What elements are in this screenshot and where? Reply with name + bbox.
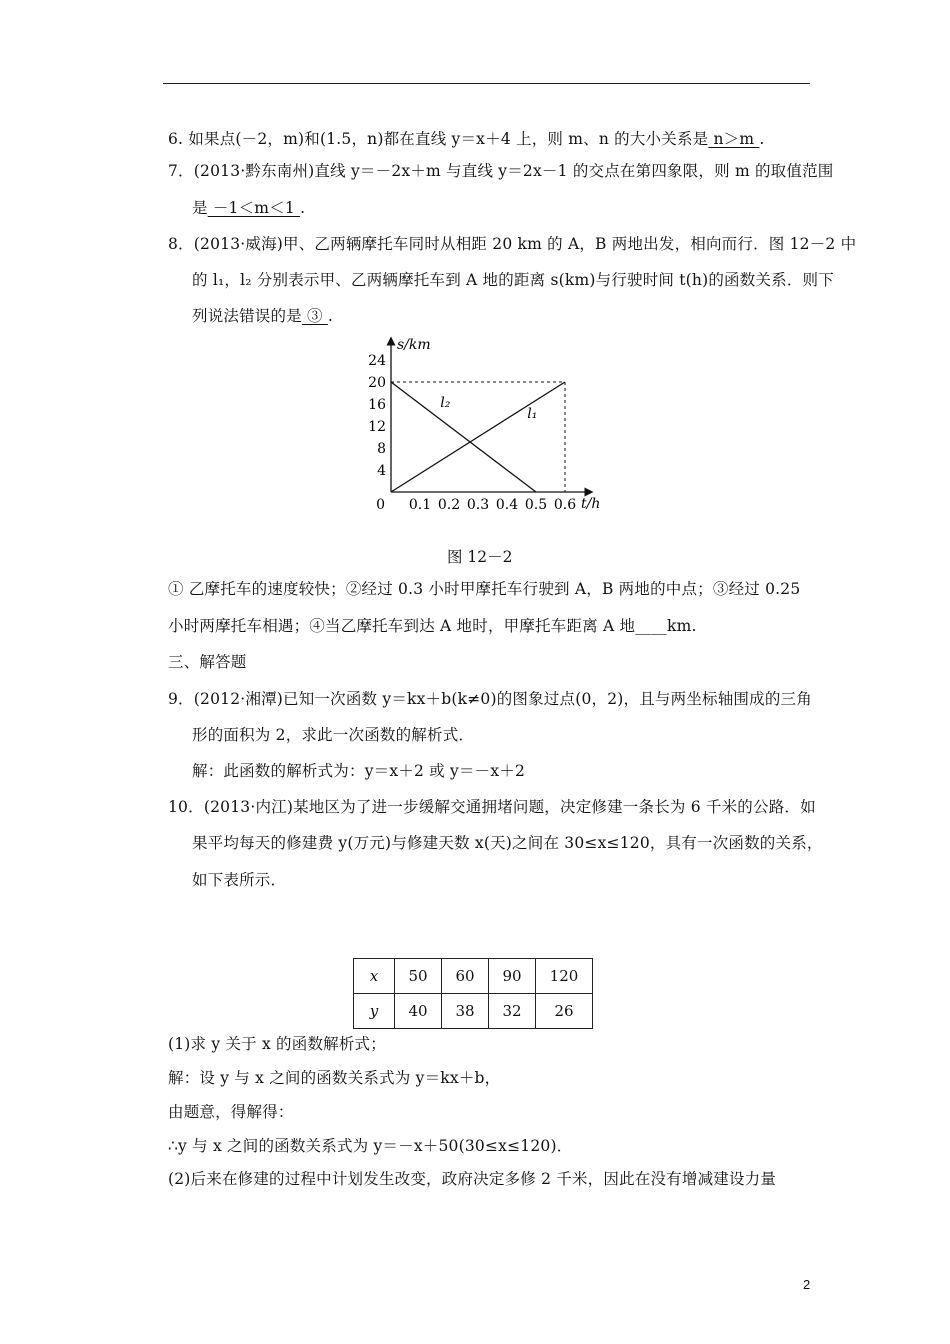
table-cell: 120: [536, 959, 593, 994]
x-tick-label: 0.2: [437, 497, 461, 513]
series-line-1: [391, 382, 565, 492]
figure-12-2-chart: [355, 335, 615, 520]
y-axis-label: s/km: [397, 337, 431, 353]
question-9-line2: 形的面积为 2，求此一次函数的解析式．: [192, 726, 475, 744]
question-10-solution2: 由题意，得解得：: [168, 1103, 294, 1121]
page-number: 2: [803, 1277, 811, 1292]
table-cell-x-label: x: [354, 959, 395, 994]
figure-caption: 图 12－2: [447, 548, 513, 566]
series-line-2: [391, 382, 536, 492]
q7-answer: －1＜m＜1: [207, 199, 301, 217]
y-tick-label: 24: [368, 353, 386, 369]
question-9-line1: 9．(2012·湘潭)已知一次函数 y＝kx＋b(k≠0)的图象过点(0，2)，且与两坐标轴围成的三角: [168, 690, 812, 708]
series-label-l1: l₁: [527, 405, 538, 422]
table-cell-y-label: y: [354, 994, 395, 1029]
y-tick-label: 20: [368, 375, 386, 391]
question-10-solution1: 解：设 y 与 x 之间的函数关系式为 y＝kx＋b，: [168, 1069, 501, 1087]
y-tick-label: 8: [377, 441, 386, 457]
y-tick-label: 12: [368, 419, 386, 435]
question-10-line2: 果平均每天的修建费 y(万元)与修建天数 x(天)之间在 30≤x≤120，具有一次函数的关系，: [192, 834, 823, 852]
question-7-line1: 7．(2013·黔东南州)直线 y＝－2x＋m 与直线 y＝2x－1 的交点在第四象限，则 m 的取值范围: [168, 162, 834, 180]
q6-text: 6. 如果点(－2，m)和(1.5，n)都在直线 y＝x＋4 上，则 m、n 的大小关系是: [168, 130, 709, 148]
x-tick-label: 0.6: [553, 497, 577, 513]
y-tick-label: 16: [368, 397, 386, 413]
q7-end: .: [300, 199, 306, 217]
table-cell: 32: [489, 994, 536, 1029]
origin-label: 0: [376, 497, 385, 513]
question-8-line1: 8．(2013·威海)甲、乙两辆摩托车同时从相距 20 km 的 A，B 两地出发，相向而行．图 12－2 中: [168, 235, 857, 253]
question-7-line2: [192, 197, 305, 219]
question-10-part2: (2)后来在修建的过程中计划发生改变，政府决定多修 2 千米，因此在没有增减建设力量: [168, 1170, 777, 1188]
table-cell: 50: [395, 959, 442, 994]
series-label-l2: l₂: [440, 394, 451, 411]
q8-text: 列说法错误的是: [192, 307, 302, 325]
table-cell: 38: [442, 994, 489, 1029]
question-9-solution: 解：此函数的解析式为：y＝x＋2 或 y＝－x＋2: [192, 762, 526, 780]
table-cell: 60: [442, 959, 489, 994]
table-cell: 26: [536, 994, 593, 1029]
options-line1: ① 乙摩托车的速度较快；②经过 0.3 小时甲摩托车行驶到 A，B 两地的中点；③经过 0.25: [168, 580, 801, 598]
question-10-line3: 如下表所示．: [192, 871, 287, 889]
table-row: [354, 994, 593, 1029]
x-tick-label: 0.1: [408, 497, 432, 513]
question-8-line2: 的 l₁，l₂ 分别表示甲、乙两辆摩托车到 A 地的距离 s(km)与行驶时间 t(h)的函数关系．则下: [192, 271, 834, 289]
question-10-part1: (1)求 y 关于 x 的函数解析式；: [168, 1035, 386, 1053]
header-rule: [163, 83, 810, 84]
question-8-line3: [192, 305, 333, 327]
data-table: [353, 958, 593, 1029]
q6-end: .: [759, 130, 765, 148]
q6-answer: n＞m: [708, 130, 760, 148]
question-10-line1: 10．(2013·内江)某地区为了进一步缓解交通拥堵问题，决定修建一条长为 6 千米的公路．如: [168, 798, 816, 816]
question-6: [168, 128, 765, 150]
table-cell: 90: [489, 959, 536, 994]
options-line2: 小时两摩托车相遇；④当乙摩托车到达 A 地时，甲摩托车距离 A 地____km.: [168, 617, 697, 635]
q7-text: 是: [192, 199, 208, 217]
x-tick-label: 0.4: [495, 497, 519, 513]
table-cell: 40: [395, 994, 442, 1029]
q8-answer: ③: [301, 307, 328, 325]
section-heading: 三、解答题: [168, 653, 247, 671]
x-tick-label: 0.3: [466, 497, 490, 513]
q8-end: .: [327, 307, 334, 325]
y-tick-label: 4: [377, 463, 386, 479]
x-axis-label: t/h: [581, 496, 601, 512]
table-row: [354, 959, 593, 994]
x-tick-label: 0.5: [524, 497, 548, 513]
question-10-solution3: ∴y 与 x 之间的函数关系式为 y＝－x＋50(30≤x≤120)．: [168, 1137, 573, 1155]
